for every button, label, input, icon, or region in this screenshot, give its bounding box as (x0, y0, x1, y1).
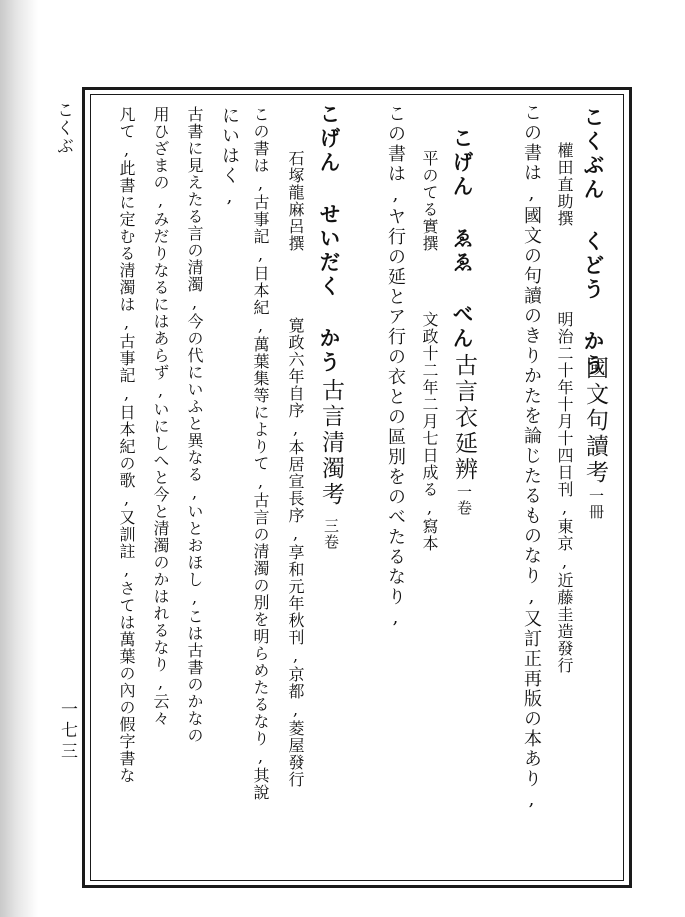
entry-1-author: 權田直助撰 (555, 142, 574, 227)
entry-3-volumes: 三卷 (322, 518, 340, 550)
entry-3-publication: 寛政六年自序,本居宣長序,享和元年秋刊,京都,菱屋發行 (286, 317, 305, 788)
entry-2-description: この書は,ヤ行の延とア行の衣との區別をのべたるなり, (385, 104, 406, 630)
entry-2-title: 古言衣延辨 (451, 353, 477, 483)
entry-3-author: 石塚龍麻呂撰 (286, 150, 305, 252)
entry-2-volumes: 一卷 (455, 484, 473, 516)
entry-2-heading: こげん ゑゑ べん (450, 127, 475, 351)
entry-2-author: 平のてる實撰 (420, 150, 439, 252)
entry-3-heading: こげん せいだく かう (317, 103, 342, 375)
entry-3-description-line: この書は,古事記,日本紀,萬葉集等によりて,古言の清濁の別を明らめたるなり,其說 (251, 106, 270, 801)
entry-3-description-line: にいはく, (219, 106, 240, 209)
entry-2-publication: 文政十二年二月七日成る,寫本 (420, 311, 439, 552)
entry-1-publication: 明治二十年十月十四日刊,東京,近藤圭造發行 (555, 311, 574, 674)
entry-1-title: 國文句讀考 (582, 356, 608, 486)
running-header: こくぶ (53, 101, 73, 155)
page-frame-inner (90, 94, 624, 881)
page-number: 一七三 (57, 700, 77, 763)
entry-3-description-line: 古書に見えたる言の清濁,今の代にいふと異なる,いとおほし,こは古書のかなの (185, 106, 204, 744)
entry-3-title: 古言清濁考 (318, 378, 344, 508)
entry-1-description: この書は,國文の句讀のきりかたを論じたるものなり,又訂正再版の本あり, (521, 103, 542, 812)
entry-3-description-line: 用ひざまの,みだりなるにはあらず,いにしへと今と清濁のかはれるなり,云々 (151, 106, 170, 727)
entry-1-heading: こくぶん くどう かう (581, 106, 606, 378)
entry-1-volumes: 一冊 (587, 488, 605, 520)
book-spine-shadow (0, 0, 38, 917)
entry-3-description-line: 凡て,此書に定むる清濁は,古事記,日本紀の歌,又訓註,さては萬葉の內の假字書な (117, 106, 136, 784)
